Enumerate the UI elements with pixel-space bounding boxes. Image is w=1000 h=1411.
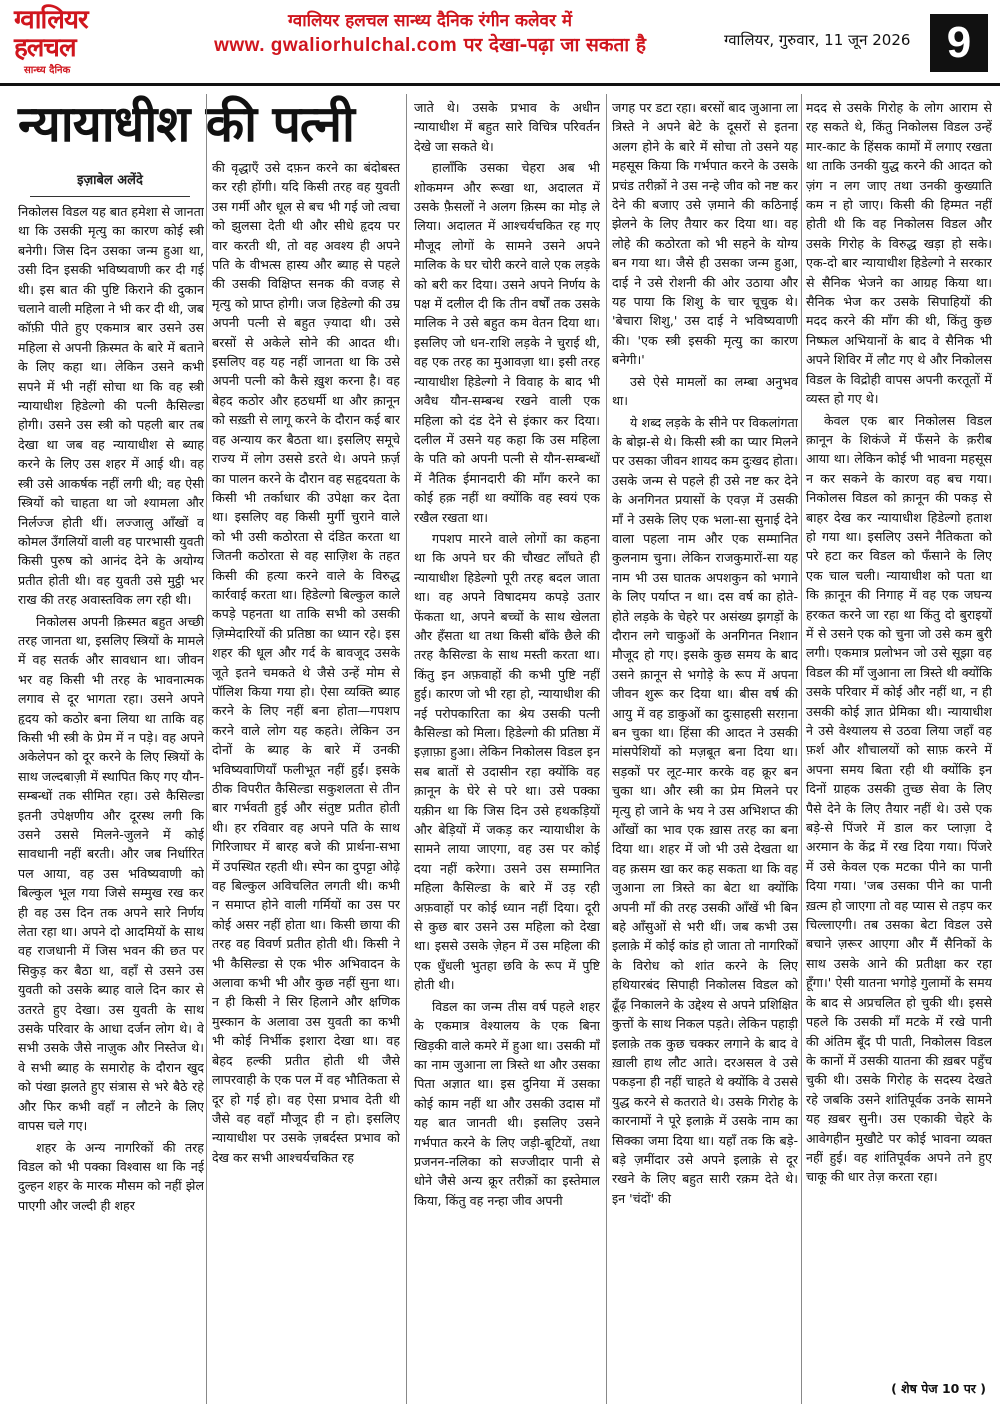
banner-line1: ग्वालियर हलचल सान्ध्य दैनिक रंगीन कलेवर में <box>287 11 573 31</box>
paragraph: शहर के अन्य नागरिकों की तरह विडल को भी पक्का विश्वास था कि नई दुल्हन शहर के मारक मौसम को नहीं झेल पाएगी और जल्दी ही शहर <box>18 1139 204 1213</box>
website-link[interactable]: www. gwaliorhulchal.com <box>214 35 458 56</box>
newspaper-logo <box>14 6 124 80</box>
paragraph: उसे ऐसे मामलों का लम्बा अनुभव था। <box>612 373 798 409</box>
paragraph: हालाँकि उसका चेहरा अब भी शोकमग्न और रूखा था, अदालत में उसके फ़ैसलों ने अलग क़िस्म का मोड़ ले लिया। अदालत में आश्चर्यचकित रह गए मौजूद लोगों के सामने उसने अपने मालिक के घर चोरी करने वाले एक लड़के को बरी कर दिया। उसने अपने निर्णय के पक्ष में दलील दी कि तीन वर्षों तक उसके मालिक ने उसे बहुत कम वेतन दिया था। इसलिए जो धन-राशि लड़के ने चुराई थी, वह एक तरह का मुआवज़ा था। इसी तरह न्यायाधीश हिडेल्गो ने विवाह के बाद भी अवैध यौन-सम्बन्ध रखने वाली एक महिला को दंड देने से इंकार कर दिया। दलील में उसने यह कहा कि उस महिला के पति को अपनी पत्नी से यौन-सम्बन्धों में नैतिक ईमानदारी की माँग करने का कोई हक़ नहीं था क्योंकि वह स्वयं एक रखैल रखता था। <box>414 160 600 525</box>
banner-line2 <box>150 32 710 59</box>
paragraph: जाते थे। उसके प्रभाव के अधीन न्यायाधीश में बहुत सारे विचित्र परिवर्तन देखे जा सकते थे। <box>414 100 600 154</box>
masthead <box>0 0 1000 86</box>
article-byline: इज़ाबेल अलेंदे <box>77 173 143 188</box>
logo-line1: ग्वालियर <box>14 5 88 35</box>
paragraph: गपशप मारने वाले लोगों का कहना था कि अपने घर की चौखट लाँघते ही न्यायाधीश हिडेल्गो पूरी तरह बदल जाता था। वह अपने विषादमय कपड़े उतार फेंकता था, अपने बच्चों के साथ खेलता और हँसता था तथा किसी बाँके छैले की तरह कैसिल्डा के साथ मस्ती करता था। किंतु इन अफ़वाहों की कभी पुष्टि नहीं हुई। कारण जो भी रहा हो, न्यायाधीश की नई परोपकारिता का श्रेय उसकी पत्नी कैसिल्डा को मिला। हिडेल्गो की प्रतिष्ठा में इज़ाफ़ा हुआ। लेकिन निकोलस विडल इन सब बातों से उदासीन रहा क्योंकि वह क़ानून के घेरे से परे था। उसे पक्का यक़ीन था कि जिस दिन उसे हथकड़ियों और बेड़ियों में जकड़ कर न्यायाधीश के सामने लाया जाएगा, वह उस पर कोई दया नहीं करेगा। उसने उस सम्मानित महिला कैसिल्डा के बारे में उड़ रही अफ़वाहों पर कोई ध्यान नहीं दिया। दूरी से कुछ बार उसने उस महिला को देखा था। इससे उसके ज़ेहन में उस महिला की एक धुँधली भुतहा छवि के रूप में पुष्टि होती थी। <box>414 530 600 993</box>
paragraph: निकोलस विडल यह बात हमेशा से जानता था कि उसकी मृत्यु का कारण कोई स्त्री बनेगी। जिस दिन उसका जन्म हुआ था, उसी दिन इसकी भविष्यवाणी कर दी गई थी। इस बात की पुष्टि किराने की दुकान चलाने वाली महिला ने भी कर दी थी, जब कॉफ़ी पीते हुए एकमात्र बार उसने उस महिला से अपनी क़िस्मत के बारे में बताने के लिए कहा था। लेकिन उसने कभी सपने में भी नहीं सोचा था कि वह स्त्री न्यायाधीश हिडेल्गो की पत्नी कैसिल्डा होगी। उसने उस स्त्री को पहली बार तब देखा था जब वह न्यायाधीश से ब्याह करने के लिए उस शहर में आई थी। वह स्त्री उसे आकर्षक नहीं लगी थी; वह ऐसी स्त्रियों को चाहता था जो श्यामला और निर्लज्ज होती थीं। लज्जालु आँखों व कोमल उँगलियों वाली वह पारभासी युवती किसी पुरुष को आनंद देने के अयोग्य प्रतीत होती थी। वह युवती उसे मुट्ठी भर राख की तरह अवास्तविक लग रही थी। <box>18 204 204 608</box>
paragraph: ये शब्द लड़के के सीने पर विकलांगता के बोझ-से थे। किसी स्त्री का प्यार मिलने पर उसका जीवन शायद कम दुःखद होता। उसके जन्म से पहले ही उसे नष्ट कर देने के अनगिनत प्रयासों के एवज़ में उसकी माँ ने उसके लिए एक भला-सा सुनाई देने वाला पहला नाम और एक सम्मानित कुलनाम चुना। लेकिन राजकुमारों-सा यह नाम भी उस घातक अपशकुन को भगाने के लिए पर्याप्त न था। दस वर्ष का होते-होते लड़के के चेहरे पर असंख्य झगड़ों के दौरान लगे चाकुओं के अनगिनत निशान मौजूद हो गए। इसके कुछ समय के बाद उसने क़ानून से भगोड़े के रूप में अपना जीवन शुरू कर दिया था। बीस वर्ष की आयु में वह डाकुओं का दुःसाहसी सरग़ना बन चुका था। हिंसा की आदत ने उसकी मांसपेशियों को मज़बूत बना दिया था। सड़कों पर लूट-मार करके वह क्रूर बन चुका था। और स्त्री का प्रेम मिलने पर मृत्यु हो जाने के भय ने उस अभिशप्त की आँखों का भाव एक ख़ास तरह का बना दिया था। शहर में जो भी उसे देखता था वह क़सम खा कर कह सकता था कि वह जुआना ला त्रिस्ते का बेटा था क्योंकि अपनी माँ की तरह उसकी आँखें भी बिन बहे आँसुओं से भरी थीं। जब कभी उस इलाक़े में कोई कांड हो जाता तो नागरिकों के विरोध को शांत करने के लिए हथियारबंद सिपाही निकोलस विडल को ढूँढ़ निकालने के उद्देश्य से अपने प्रशिक्षित कुत्तों के साथ निकल पड़ते। लेकिन पहाड़ी इलाक़े तक कुछ चक्कर लगाने के बाद वे ख़ाली हाथ लौट आते। दरअसल वे उसे पकड़ना ही नहीं चाहते थे क्योंकि वे उससे युद्ध करने से कतराते थे। उसके गिरोह के कारनामों ने पूरे इलाक़े में उसके नाम का सिक्का जमा दिया था। यहाँ तक कि बड़े-बड़े ज़मींदार उसे अपने इलाक़े से दूर रखने के लिए बहुत सारी रक़म देते थे। इन 'चंदों' की <box>612 414 798 1206</box>
page-number: 9 <box>930 14 988 72</box>
article-column-1 <box>18 202 204 1402</box>
article-column-4 <box>612 98 798 1402</box>
paragraph: निकोलस अपनी क़िस्मत बहुत अच्छी तरह जानता था, इसलिए स्त्रियों के मामले में वह सतर्क और सावधान था। जीवन भर वह किसी भी तरह के भावनात्मक लगाव से दूर भागता रहा। उसने अपने हृदय को कठोर बना लिया था ताकि वह किसी भी स्त्री के प्रेम में न पड़े। वह अपने अकेलेपन को दूर करने के लिए स्त्रियों के साथ जल्दबाज़ी में स्थापित किए गए यौन-सम्बन्धों तक सीमित रहा। उसे कैसिल्डा इतनी उपेक्षणीय और दूरस्थ लगी कि उसने उससे मिलने-जुलने में कोई सावधानी नहीं बरती। और जब निर्धारित पल आया, वह उस भविष्यवाणी को बिल्कुल भूल गया जिसे सम्मुख रख कर ही वह उस दिन तक अपने सारे निर्णय लेता रहा था। अपने दो आदमियों के साथ वह राजधानी में जिस भवन की छत पर सिकुड़ कर बैठा था, वहाँ से उसने उस युवती को उसके ब्याह वाले दिन कार से उतरते हुए देखा। उस युवती के साथ उसके परिवार के आधा दर्जन लोग थे। वे सभी उसके जैसे नाज़ुक और निस्तेज थे। वे सभी ब्याह के समारोह के दौरान खुद को पंखा झलते हुए संत्रास से भरे बैठे रहे और फिर कभी वहाँ न लौटने के लिए वापस चले गए। <box>18 613 204 1134</box>
paragraph: की वृद्धाएँ उसे दफ़न करने का बंदोबस्त कर रही होंगी। यदि किसी तरह वह युवती उस गर्मी और धूल से बच भी गई जो त्वचा को झुलसा देती थी और सीधे हृदय पर वार करती थी, तो वह अवश्य ही अपने पति के वीभत्स हास्य और ब्याह से पहले की उसकी विक्षिप्त सनक की वजह से मृत्यु को प्राप्त होगी। जज हिडेल्गो की उम्र अपनी पत्नी से बहुत ज़्यादा थी। उसे बरसों से अकेले सोने की आदत थी। इसलिए वह यह नहीं जानता था कि उसे अपनी पत्नी को कैसे ख़ुश करना है। वह बेहद कठोर और हठधर्मी था और क़ानून को सख़्ती से लागू करने के दौरान कई बार वह अन्याय कर बैठता था। इसलिए समूचे राज्य में लोग उससे डरते थे। अपने फ़र्ज़ का पालन करने के दौरान वह सहृदयता के किसी भी तर्काधार की उपेक्षा कर देता था। इसलिए वह किसी मुर्गी चुराने वाले को भी उसी कठोरता से दंडित करता था जितनी कठोरता से वह साज़िश के तहत किसी की हत्या करने वाले के विरुद्ध कार्रवाई करता था। हिडेल्गो बिल्कुल काले कपड़े पहनता था ताकि सभी को उसकी ज़िम्मेदारियों की प्रतिष्ठा का ध्यान रहे। इस शहर की धूल और गर्द के बावजूद उसके जूते इतने चमकते थे जैसे उन्हें मोम से पॉलिश किया गया हो। ऐसा व्यक्ति ब्याह करने के लिए नहीं बना होता—गपशप करने वाले लोग यह कहते। लेकिन उन दोनों के ब्याह के बारे में उनकी भविष्यवाणियाँ फलीभूत नहीं हुईं। इसके ठीक विपरीत कैसिल्डा सकुशलता से तीन बार गर्भवती हुई और संतुष्ट प्रतीत होती थी। हर रविवार वह अपने पति के साथ गिरिजाघर में बारह बजे की प्रार्थना-सभा में उपस्थित रहती थी। स्पेन का दुपट्टा ओढ़े वह बिल्कुल अविचलित लगती थी। कभी न समाप्त होने वाली गर्मियों का उस पर कोई असर नहीं होता था। किसी छाया की तरह वह विवर्ण प्रतीत होती थी। किसी ने भी कैसिल्डा से एक भीरु अभिवादन के अलावा कभी भी और कुछ नहीं सुना था। न ही किसी ने सिर हिलाने और क्षणिक मुस्कान के अलावा उस युवती का कभी भी कोई निर्भीक इशारा देखा था। वह बेहद हल्की प्रतीत होती थी जैसे लापरवाही के एक पल में वह भौतिकता से दूर हो गई हो। वह ऐसा प्रभाव देती थी जैसे वह वहाँ मौजूद ही न हो। इसलिए न्यायाधीश पर उसके ज़बर्दस्त प्रभाव को देख कर सभी आश्चर्यचकित रह <box>212 160 400 1165</box>
paragraph: केवल एक बार निकोलस विडल क़ानून के शिकंजे में फँसने के क़रीब आया था। लेकिन कोई भी भावना महसूस न कर सकने के कारण वह बच गया। निकोलस विडल को क़ानून की पकड़ से बाहर देख कर न्यायाधीश हिडेल्गो हताश हो गया था। इसलिए उसने नैतिकता को परे हटा कर विडल को फँसाने के लिए एक चाल चली। न्यायाधीश को पता था कि क़ानून की निगाह में वह एक जघन्य हरकत करने जा रहा था किंतु दो बुराइयों में से उसने एक को चुना जो उसे कम बुरी लगी। एकमात्र प्रलोभन जो उसे सूझा वह विडल की माँ जुआना ला त्रिस्ते थी क्योंकि उसके परिवार में कोई और नहीं था, न ही उसकी कोई ज्ञात प्रेमिका थी। न्यायाधीश ने उसे वेश्यालय से उठवा लिया जहाँ वह फ़र्श और शौचालयों को साफ़ करने में अपना समय बिता रही थी क्योंकि इन दिनों ग्राहक उसकी तुच्छ सेवा के लिए पैसे देने के लिए तैयार नहीं थे। उसे एक बड़े-से पिंजरे में डाल कर प्लाज़ा दे अरमान के केंद्र में रख दिया गया। पिंजरे में उसे केवल एक मटका पीने का पानी दिया गया। 'जब उसका पीने का पानी ख़त्म हो जाएगा तो वह प्यास से तड़प कर चिल्लाएगी। तब उसका बेटा विडल उसे बचाने ज़रूर आएगा और मैं सैनिकों के साथ उसके आने की प्रतीक्षा कर रहा हूँगा।' ऐसी यातना भगोड़े गुलामों के समय के बाद से अप्रचलित हो चुकी थी। इससे पहले कि उसकी माँ मटके में रखे पानी की अंतिम बूँद पी पाती, निकोलस विडल के कानों में उसकी यातना की ख़बर पहुँच चुकी थी। उसके गिरोह के सदस्य देखते रहे जबकि उसने शांतिपूर्वक उनके सामने यह ख़बर सुनी। उस एकाकी चेहरे के आवेगहीन मुखौटे पर कोई भावना व्यक्त नहीं हुई। वह शांतिपूर्वक अपने तने हुए चाकू की धार तेज़ करता रहा। <box>806 412 992 1185</box>
continued-on-page: ( शेष पेज 10 पर ) <box>891 1381 986 1396</box>
byline-divider <box>30 196 190 197</box>
paragraph: जगह पर डटा रहा। बरसों बाद जुआना ला त्रिस्ते ने अपने बेटे के दूसरों से इतना अलग होने के बारे में सोचा तो उसने यह महसूस किया कि गर्भपात करने के उसके प्रचंड तरीक़ों ने उस नन्हे जीव को नष्ट कर देने की बजाए उसे ज़माने की कठिनाई झेलने के लिए तैयार कर दिया था। वह लोहे की कठोरता को भी सहने के योग्य बन गया था। जैसे ही उसका जन्म हुआ, दाई ने उसे रोशनी की ओर उठाया और यह पाया कि शिशु के चार चूचुक थे। 'बेचारा शिशु,' उस दाई ने भविष्यवाणी की। 'एक स्त्री इसकी मृत्यु का कारण बनेगी।' <box>612 100 798 368</box>
column-divider <box>606 94 607 1404</box>
article-column-3 <box>414 98 600 1402</box>
paragraph: मदद से उसके गिरोह के लोग आराम से रह सकते थे, किंतु निकोलस विडल उन्हें मार-काट के हिंसक कामों में लगाए रखता था ताकि उनकी युद्ध करने की आदत को ज़ंग न लग जाए तथा उनकी कुख्याति कम न हो जाए। किसी की हिम्मत नहीं होती थी कि वह निकोलस विडल और उसके गिरोह के विरुद्ध खड़ा हो सके। एक-दो बार न्यायाधीश हिडेल्गो ने सरकार से सैनिक भेजने का आग्रह किया था। सैनिक भेज कर उसके सिपाहियों की मदद करने की माँग की थी, किंतु कुछ निष्फल अभियानों के बाद वे सैनिक भी अपने शिविर में लौट गए थे और निकोलस विडल के विद्रोही वापस अपनी करतूतों में व्यस्त हो गए थे। <box>806 100 992 407</box>
logo-line3: सान्ध्य दैनिक <box>24 65 71 76</box>
article-column-5 <box>806 98 992 1378</box>
paragraph: विडल का जन्म तीस वर्ष पहले शहर के एकमात्र वेश्यालय के एक बिना खिड़की वाले कमरे में हुआ था। उसकी माँ का नाम जुआना ला त्रिस्ते था और उसका पिता अज्ञात था। इस दुनिया में उसका कोई काम नहीं था और उसकी उदास माँ यह बात जानती थी। इसलिए उसने गर्भपात करने के लिए जड़ी-बूटियों, तथा प्रजनन-नलिका को सज्जीदार पानी से धोने जैसे अन्य क्रूर तरीक़ों का इस्तेमाल किया, किंतु वह नन्हा जीव अपनी <box>414 998 600 1208</box>
dateline: ग्वालियर, गुरुवार, 11 जून 2026 <box>724 31 911 49</box>
logo-line2: हलचल <box>14 33 76 63</box>
banner-line2-rest: पर देखा-पढ़ा जा सकता है <box>457 34 646 56</box>
column-divider <box>206 94 207 1404</box>
article-headline: न्यायाधीश की पत्नी <box>18 94 354 153</box>
column-divider <box>406 94 407 1404</box>
masthead-banner <box>150 10 710 59</box>
article-column-2 <box>212 158 400 1402</box>
column-divider <box>801 94 802 1404</box>
